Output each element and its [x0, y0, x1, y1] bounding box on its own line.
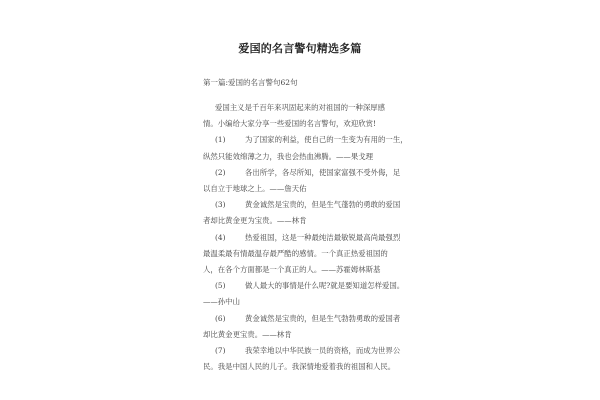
quote-line: 却比黄金更宝贵。——林肯 — [203, 329, 292, 339]
section-heading: 第一篇:爱国的名言警句62句 — [203, 78, 298, 87]
quote-line: 者却比黄金更为宝贵。——林肯 — [203, 216, 307, 226]
quote-number: (3) — [215, 200, 226, 210]
quote-text: 我荣幸地以中华民族一员的资格，而成为世界公 — [245, 346, 401, 356]
quote-text: 做人最大的事情是什么呢?就是要知道怎样爱国。 — [245, 281, 405, 291]
quote-item — [203, 197, 413, 229]
quote-text: 热爱祖国，这是一种最纯洁最敏锐最高尚最强烈 — [245, 232, 401, 242]
quote-line — [203, 197, 413, 213]
quote-line — [203, 165, 413, 181]
quote-line — [203, 230, 413, 246]
quote-line: ——孙中山 — [203, 297, 240, 307]
quote-line: 民。我是中国人民的儿子。我深情地爱着我的祖国和人民。 — [203, 362, 396, 372]
quote-item — [203, 311, 413, 343]
quote-line — [203, 132, 413, 148]
quote-item — [203, 230, 413, 279]
quote-item — [203, 343, 413, 375]
quote-line: 人，在各个方面都是一个真正的人。——苏霍姆林斯基 — [203, 265, 381, 275]
quote-number: (5) — [215, 281, 226, 291]
quote-line: 以自立于地球之上。——詹天佑 — [203, 184, 307, 194]
quote-text: 黄金诚然是宝贵的，但是生气蓬勃的勇敢的爱国 — [245, 200, 401, 210]
document-body — [203, 100, 413, 375]
intro-paragraph — [203, 100, 413, 132]
quote-item — [203, 132, 413, 164]
quote-number: (7) — [215, 346, 226, 356]
intro-line: 爱国主义是千百年来巩固起来的对祖国的一种深厚感 — [215, 103, 385, 112]
quote-line: 纵然只能效绵薄之力，我也会热血沸腾。——果戈理 — [203, 151, 373, 161]
document-title: 爱国的名言警句精选多篇 — [238, 42, 362, 55]
quote-item — [203, 278, 413, 310]
quote-line: 最温柔最有情最温存最严酷的感情。一个真正热爱祖国的 — [203, 248, 388, 258]
quote-line — [203, 278, 413, 294]
quote-text: 黄金诚然是宝贵的，但是生气勃勃勇敢的爱国者 — [245, 313, 401, 323]
quote-line — [203, 343, 413, 359]
quote-number: (4) — [215, 232, 226, 242]
quote-number: (6) — [215, 313, 226, 323]
quote-number: (1) — [215, 135, 226, 145]
intro-line: 情。小编给大家分享一些爱国的名言警句，欢迎欣赏! — [203, 119, 376, 129]
quote-line — [203, 311, 413, 327]
quote-item — [203, 165, 413, 197]
quote-text: 各出所学，各尽所知，使国家富强不受外侮，足 — [245, 167, 401, 177]
quote-number: (2) — [215, 167, 226, 177]
quote-text: 为了国家的利益，使自己的一生变为有用的一生， — [245, 135, 408, 145]
